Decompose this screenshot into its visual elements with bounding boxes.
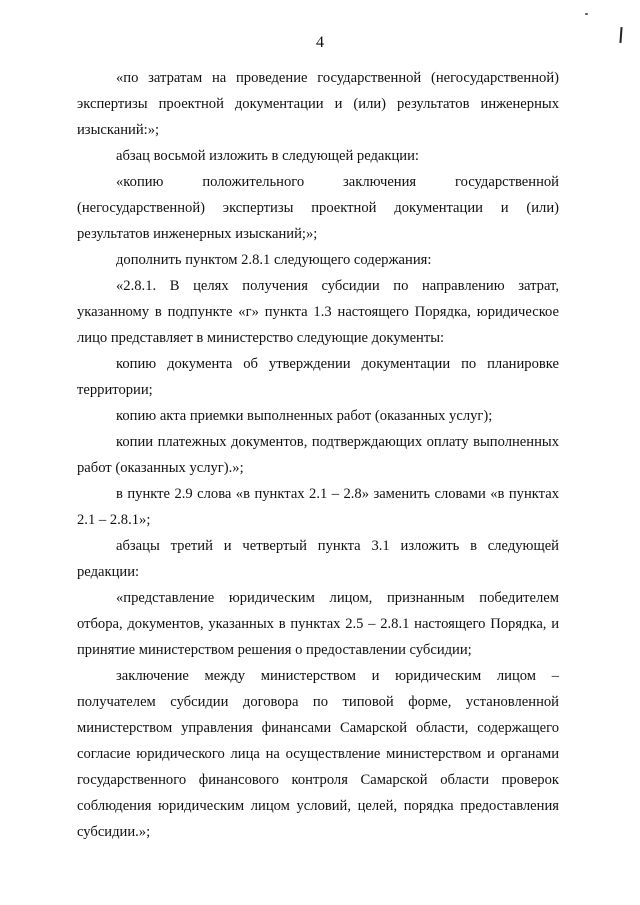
paragraph: копию акта приемки выполненных работ (оказанных услуг); [116, 408, 493, 424]
document-body [77, 65, 559, 845]
paragraph: «копию положительного заключения государственной (негосударственной) экспертизы проектной документации и (или) результатов инженерных изысканий;»; [77, 174, 559, 242]
paragraph: копии платежных документов, подтверждающих оплату выполненных работ (оказанных услуг).»; [77, 434, 559, 476]
paragraph: абзацы третий и четвертый пункта 3.1 изложить в следующей редакции: [77, 538, 559, 580]
paragraph: дополнить пунктом 2.8.1 следующего содержания: [116, 252, 432, 268]
paragraph: в пункте 2.9 слова «в пунктах 2.1 – 2.8» заменить словами «в пунктах 2.1 – 2.8.1»; [77, 486, 559, 528]
paragraph: «2.8.1. В целях получения субсидии по направлению затрат, указанному в подпункте «г» пункта 1.3 настоящего Порядка, юридическое лицо представляет в министерство следующие документы: [77, 278, 559, 346]
paragraph: копию документа об утверждении документации по планировке территории; [77, 356, 559, 398]
page-number: 4 [316, 34, 324, 51]
paragraph: заключение между министерством и юридическим лицом – получателем субсидии договора по типовой форме, установленной министерством управления финансами Самарской области, содержащего согласие юридического лица на осуществление министерством и органами государственного финансового контроля Самарской области проверок соблюдения юридическим лицом условий, целей, порядка предоставления субсидии.»; [77, 668, 559, 840]
paragraph: «представление юридическим лицом, признанным победителем отбора, документов, указанных в пунктах 2.5 – 2.8.1 настоящего Порядка, и принятие министерством решения о предоставлении субсидии; [77, 590, 559, 658]
paragraph: «по затратам на проведение государственной (негосударственной) экспертизы проектной документации и (или) результатов инженерных изысканий:»; [77, 70, 559, 138]
scan-speck [585, 13, 588, 15]
paragraph: абзац восьмой изложить в следующей редакции: [116, 148, 419, 164]
